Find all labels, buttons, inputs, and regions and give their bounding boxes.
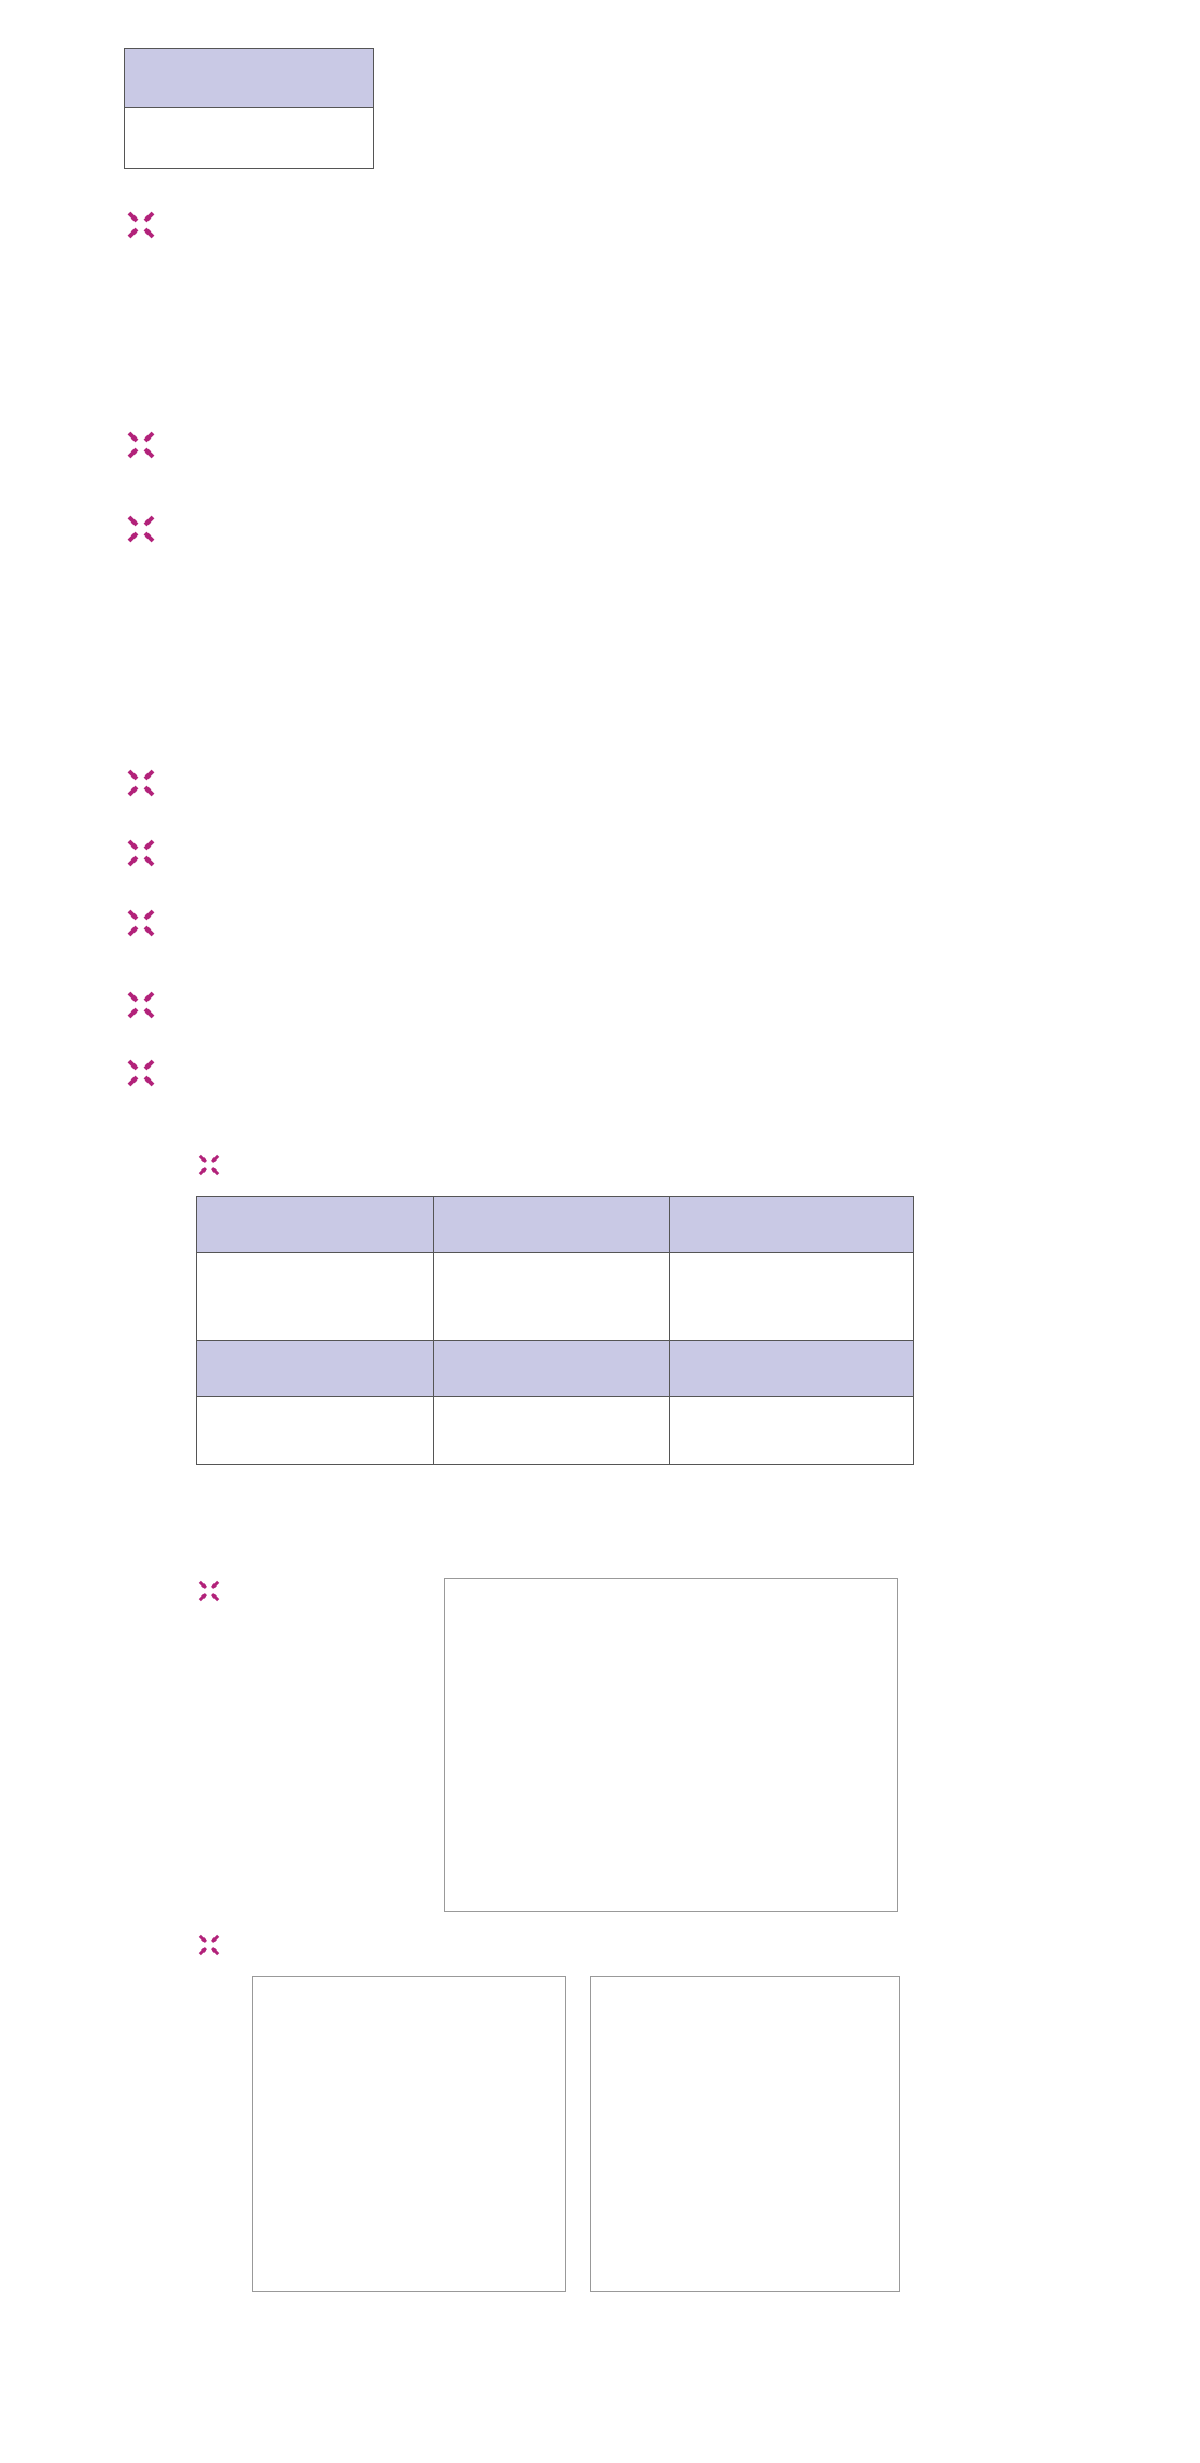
heat-h2-0 bbox=[197, 1341, 434, 1397]
cross-mark-icon bbox=[124, 988, 158, 1022]
heat-r2-1 bbox=[433, 1397, 670, 1465]
heat-title bbox=[196, 1152, 234, 1178]
ultra-title bbox=[124, 836, 176, 870]
ctt-svg bbox=[445, 1579, 897, 1911]
cross-mark-icon bbox=[124, 906, 158, 940]
heat-h2-2 bbox=[670, 1341, 914, 1397]
din-grade bbox=[125, 108, 374, 169]
usage-title bbox=[124, 766, 176, 800]
heat-r1-2 bbox=[670, 1253, 914, 1341]
cross-mark-icon bbox=[124, 1056, 158, 1090]
size-title bbox=[124, 1056, 176, 1090]
ctt-chart bbox=[444, 1578, 898, 1912]
cross-mark-icon bbox=[124, 208, 158, 242]
chem-title bbox=[124, 208, 176, 242]
cross-mark-icon bbox=[124, 512, 158, 546]
physical-title bbox=[124, 512, 176, 546]
heat-r2-2 bbox=[670, 1397, 914, 1465]
cross-mark-icon bbox=[124, 428, 158, 462]
tempering-svg bbox=[253, 1977, 565, 2291]
heat-h2-1 bbox=[433, 1341, 670, 1397]
temper-title bbox=[196, 1932, 234, 1958]
delivery-title bbox=[124, 988, 176, 1022]
cross-mark-icon bbox=[196, 1152, 222, 1178]
tempering-chart bbox=[252, 1976, 566, 2292]
cross-mark-icon bbox=[196, 1932, 222, 1958]
din-header bbox=[125, 49, 374, 108]
temper-table bbox=[196, 1465, 914, 1533]
material-title bbox=[124, 428, 176, 462]
heat-r2-0 bbox=[197, 1397, 434, 1465]
heat-r1-1 bbox=[433, 1253, 670, 1341]
heat-table-main bbox=[196, 1196, 914, 1465]
cross-mark-icon bbox=[124, 836, 158, 870]
cross-mark-icon bbox=[124, 766, 158, 800]
heat-h1-1 bbox=[433, 1197, 670, 1253]
cross-mark-icon bbox=[196, 1578, 222, 1604]
strength-chart bbox=[590, 1976, 900, 2292]
din-table bbox=[124, 48, 374, 169]
heat-h1-0 bbox=[197, 1197, 434, 1253]
purity-title bbox=[124, 906, 176, 940]
strength-svg bbox=[591, 1977, 899, 2291]
physical-table bbox=[124, 562, 1028, 722]
ctt-title bbox=[196, 1578, 234, 1604]
heat-r1-0 bbox=[197, 1253, 434, 1341]
heat-h1-2 bbox=[670, 1197, 914, 1253]
